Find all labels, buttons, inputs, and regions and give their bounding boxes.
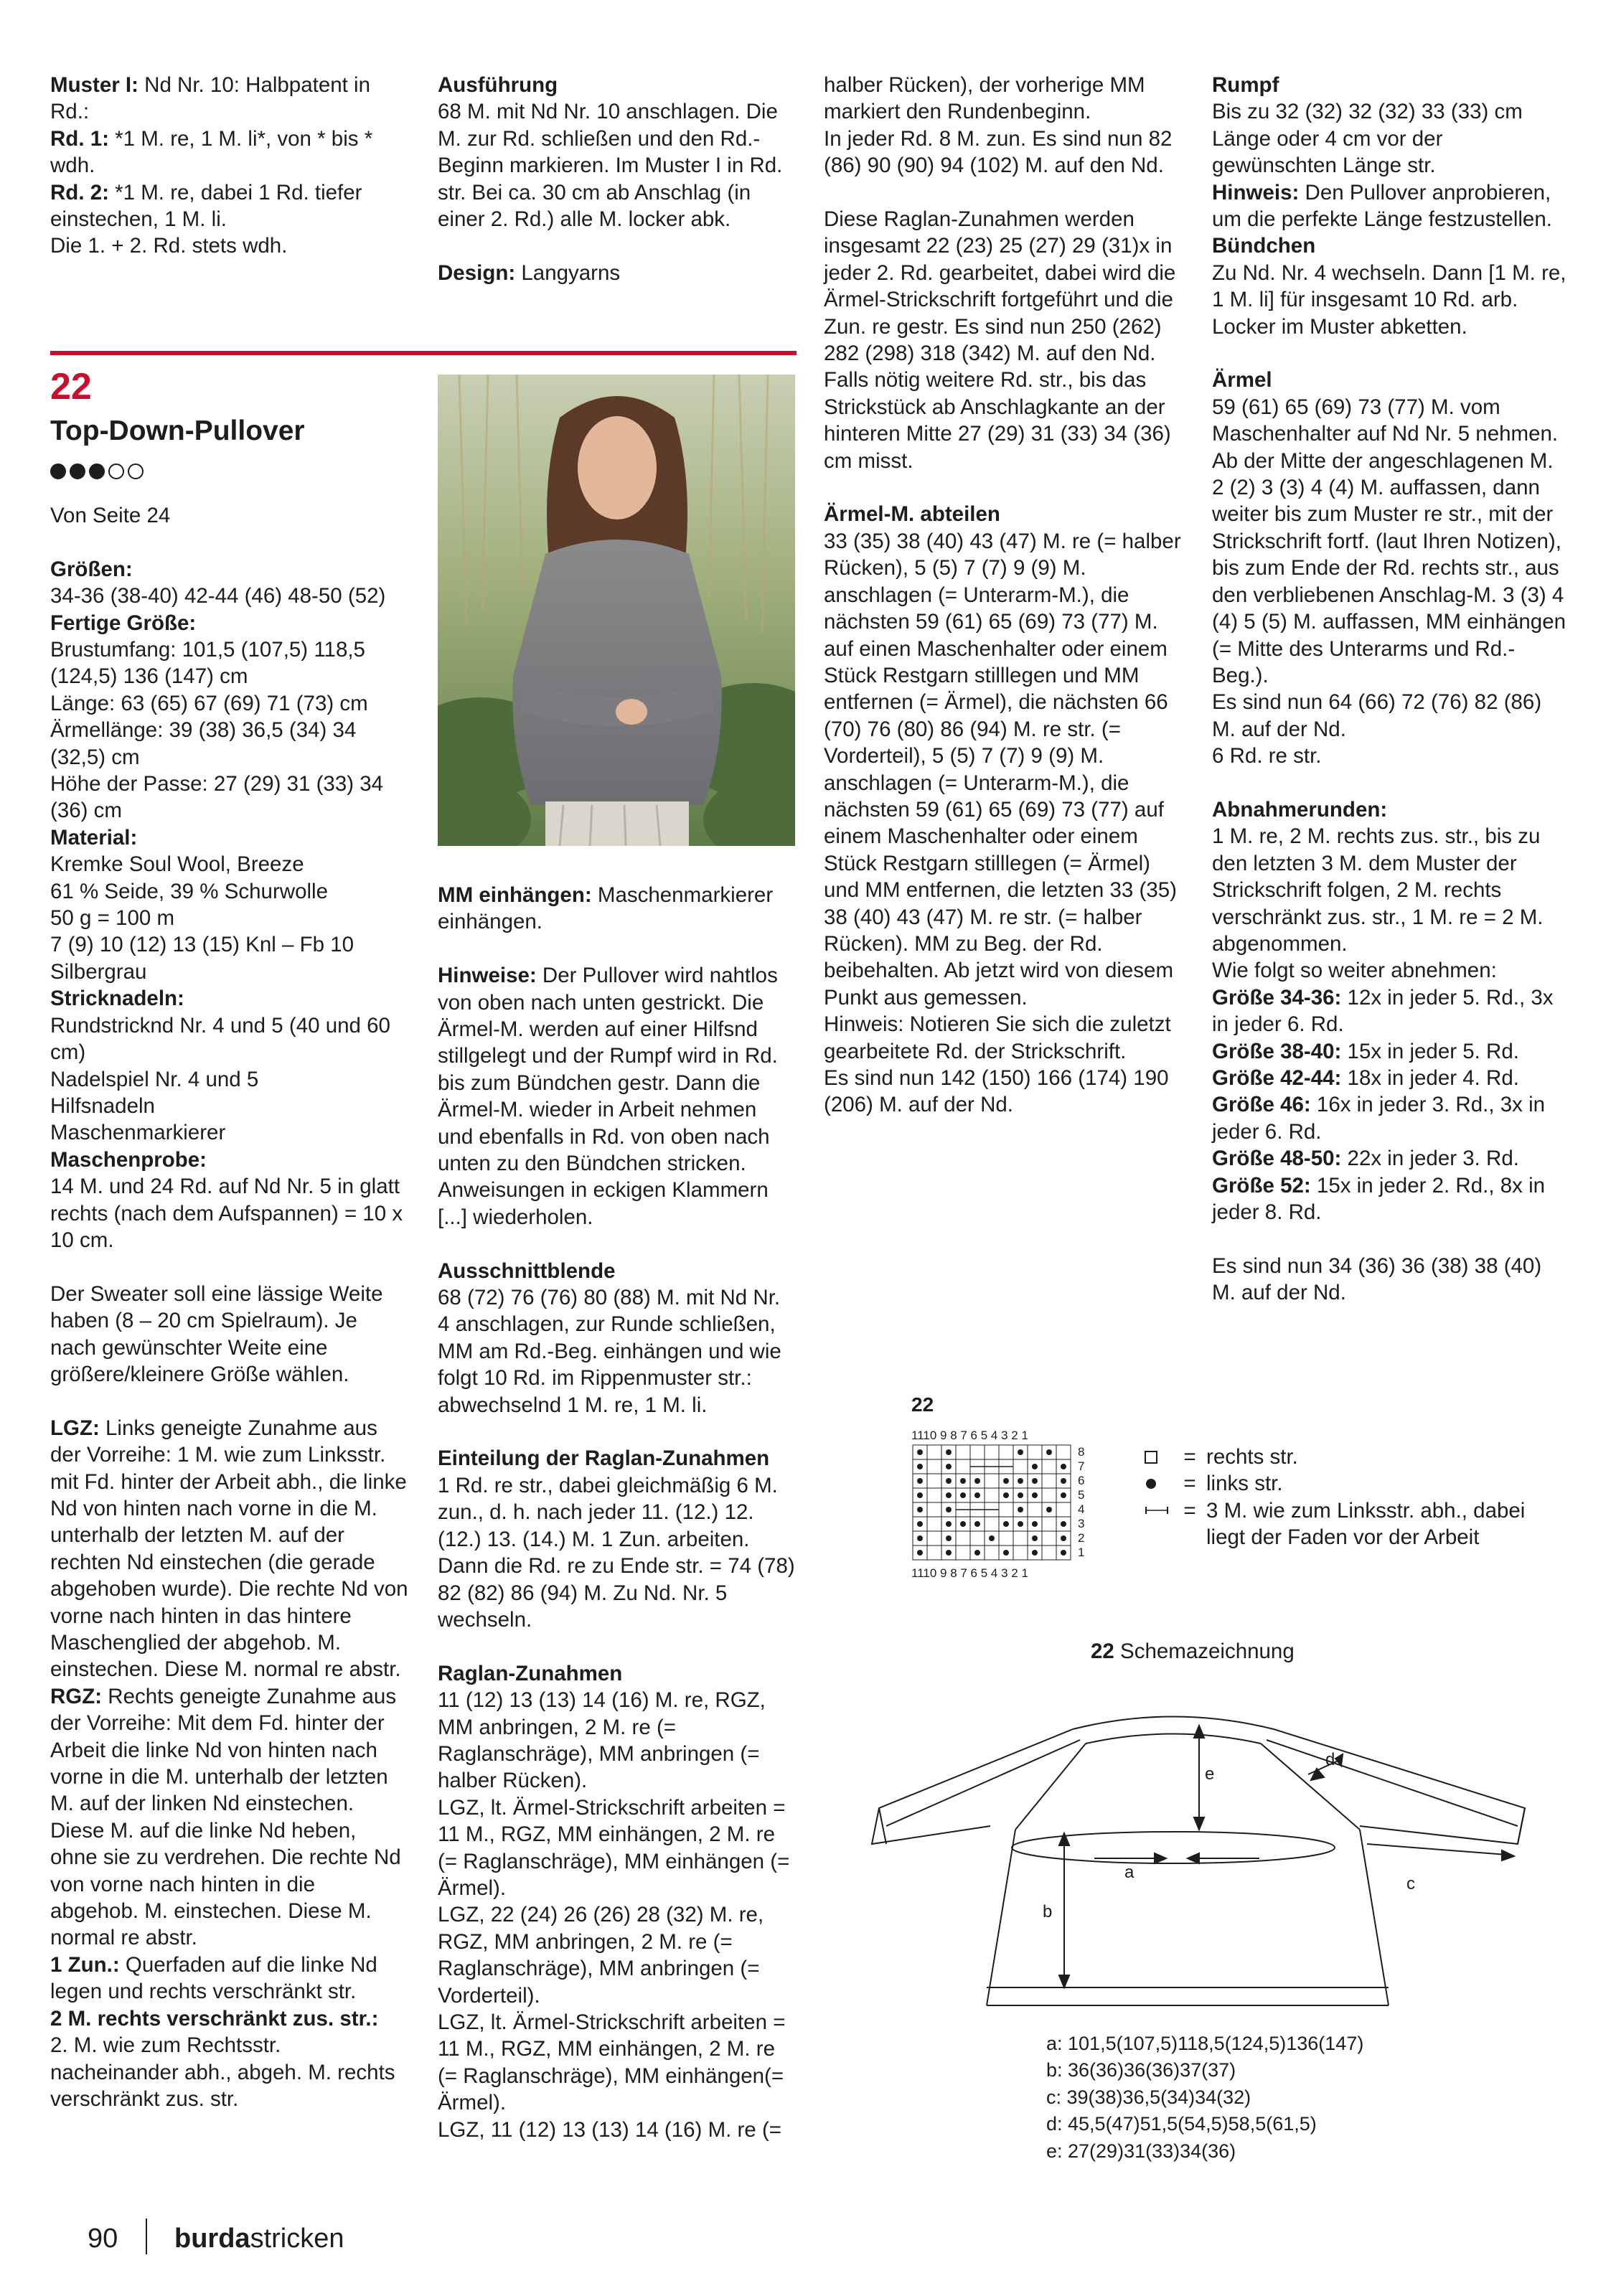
chart-cell — [1042, 1459, 1056, 1474]
schema-letter-c: c — [1406, 1874, 1415, 1893]
chart-purl-dot — [960, 1478, 966, 1484]
chart-purl-dot — [1046, 1449, 1052, 1455]
instructions-column-3: halber Rücken), der vorherige MM markiert den Rundenbeginn. In jeder Rd. 8 M. zun. Es sind nun 82 (86) 90 (90) 94 (102) M. auf den Nd. Diese Raglan-Zunahmen werden insgesamt 22 (23) 25 (27) 29 (31)x in jeder 2. Rd. gearbeitet, dabei wird die Ärmel-Strickschrift fortgeführt und die Zun. re gestr. Es sind nun 250 (262) 282 (298) 318 (342) M. auf den Nd. Falls nötig weitere Rd. str., bis das Strickstück ab Anschlagkante an der hinteren Mitte 27 (29) 31 (33) 34 (36) cm misst. Ärmel-M. abteilen 33 (35) 38 (40) 43 (47) M. re (= halber Rücken), 5 (5) 7 (7) 9 (9) M. anschlagen (= Unterarm-M.), die nächsten 59 (61) 65 (69) 73 (77) M. auf einen Maschenhalter oder einem Stück Restgarn stilllegen und MM entfernen (= Ärmel), die nächsten 66 (70) 76 (80) 86 (94) M. re str. (= Vorderteil), 5 (5) 7 (7) 9 (9) M. anschlagen (= Unterarm-M.), die nächsten 59 (61) 65 (69) 73 (77) auf einem Maschenhalter oder einem Stück Restgarn stilllegen (= Ärmel) und MM entfernen, die letzten 33 (35) 38 (40) 43 (47) M. re str. (= halber Rücken). MM zu Beg. der Rd. beibehalten. Ab jetzt wird von diesem Punkt aus gemessen. Hinweis: Notieren Sie sich die zuletzt gearbeitete Rd. der Strickschrift. Es sind nun 142 (150) 166 (174) 190 (206) M. auf der Nd. — [824, 73, 1181, 1117]
chart-purl-dot — [946, 1492, 952, 1498]
chart-label: 22 — [911, 1393, 934, 1416]
chart-cell — [985, 1445, 999, 1459]
chart-purl-dot — [946, 1478, 952, 1484]
instructions-column-4: Rumpf Bis zu 32 (32) 32 (32) 33 (33) cm Länge oder 4 cm vor der gewünschten Länge str. Hinweis: Den Pullover anprobieren, um die perfekte Länge festzustellen. Bündchen Zu Nd. Nr. 4 wechseln. Dann [1 M. re, 1 M. li] für insgesamt 10 Rd. arb. Locker im Muster abketten. Ärmel 59 (61) 65 (69) 73 (77) M. vom Maschenhalter auf Nd Nr. 5 nehmen. Ab der Mitte der angeschlagenen M. 2 (2) 3 (3) 4 (4) M. auffassen, dann weiter bis zum Muster re str., mit der Strickschrift fortf. (laut Ihren Notizen), bis zum Ende der Rd. rechts str., aus den verbliebenen Anschlag-M. 3 (3) 4 (4) 5 (5) M. auffassen, MM einhängen (= Mitte des Unterarms und Rd.-Beg.). Es sind nun 64 (66) 72 (76) 82 (86) M. auf der Nd. 6 Rd. re str. Abnahmerunden: 1 M. re, 2 M. rechts zus. str., bis zu den letzten 3 M. dem Muster der Strickschrift folgen, 2 M. rechts verschränkt zus. str., 1 M. re = 2 M. abgenommen. Wie folgt so weiter abnehmen: Größe 34-36: 12x in jeder 5. Rd., 3x in jeder 6. Rd. Größe 38-40: 15x in jeder 5. Rd. Größe 42-44: 18x in jeder 4. Rd. Größe 46: 16x in jeder 3. Rd., 3x in jeder 6. Rd. Größe 48-50: 22x in jeder 3. Rd. Größe 52: 15x in jeder 2. Rd., 8x in jeder 8. Rd. Es sind nun 34 (36) 36 (38) 38 (40) M. auf der Nd. — [1212, 73, 1566, 1305]
chart-cell — [1013, 1531, 1028, 1545]
model-photo — [438, 375, 795, 846]
chart-row-number: 4 — [1078, 1502, 1085, 1516]
chart-legend — [1145, 1444, 1536, 1551]
chart-purl-dot — [1032, 1521, 1038, 1527]
chart-cell — [927, 1517, 941, 1531]
chart-row-number: 3 — [1078, 1517, 1085, 1530]
chart-purl-dot — [1061, 1550, 1066, 1556]
chart-purl-dot — [1046, 1507, 1052, 1512]
chart-purl-dot — [1061, 1521, 1066, 1527]
chart-purl-dot — [1003, 1478, 1009, 1484]
difficulty-rating — [50, 464, 144, 479]
difficulty-dot-filled — [50, 464, 66, 479]
legend-row: = 3 M. wie zum Linksstr. abh., dabei liegt der Faden vor der Arbeit — [1145, 1497, 1536, 1551]
chart-cell — [927, 1459, 941, 1474]
chart-col-numbers-bottom: 1110 9 8 7 6 5 4 3 2 1 — [911, 1566, 1028, 1580]
chart-cell — [1028, 1502, 1042, 1517]
chart-cell — [927, 1488, 941, 1502]
chart-cell — [927, 1531, 941, 1545]
chart-purl-dot — [974, 1492, 980, 1498]
chart-cell — [956, 1445, 970, 1459]
chart-cell — [970, 1531, 985, 1545]
pattern-muster-i: Muster I: Nd Nr. 10: Halbpatent in Rd.: Rd. 1: *1 M. re, 1 M. li*, von * bis * wdh. Rd. 2: *1 M. re, dabei 1 Rd. tiefer einstechen, 1 M. li. Die 1. + 2. Rd. stets wdh. — [50, 73, 373, 258]
page-number: 90 — [88, 2224, 118, 2254]
chart-purl-dot — [960, 1521, 966, 1527]
chart-cell — [1056, 1445, 1071, 1459]
schema-letter-d: d — [1325, 1750, 1335, 1769]
difficulty-dot-filled — [89, 464, 105, 479]
chart-purl-dot — [917, 1521, 923, 1527]
chart-row-number: 2 — [1078, 1531, 1085, 1545]
chart-purl-dot — [946, 1449, 952, 1455]
chart-cell — [1013, 1459, 1028, 1474]
brand-name: burdastricken — [174, 2224, 344, 2254]
project-title: Top-Down-Pullover — [50, 415, 305, 446]
chart-row-number: 6 — [1078, 1474, 1085, 1487]
chart-row-number: 8 — [1078, 1445, 1085, 1459]
schema-letter-a: a — [1124, 1863, 1135, 1882]
chart-purl-dot — [1032, 1478, 1038, 1484]
chart-purl-dot — [1061, 1535, 1066, 1541]
chart-purl-dot — [946, 1535, 952, 1541]
schema-letter-e: e — [1205, 1764, 1215, 1784]
legend-row: = links str. — [1145, 1470, 1536, 1497]
chart-cell — [956, 1545, 970, 1560]
chart-cell — [1042, 1517, 1056, 1531]
chart-cell — [985, 1545, 999, 1560]
instructions-column-2: MM einhängen: Maschenmarkierer einhängen. Hinweise: Der Pullover wird nahtlos von oben nach unten gestrickt. Die Ärmel-M. werden auf einer Hilfsnd stillgelegt und der Rumpf wird in Rd. bis zum Bündchen gestr. Dann die Ärmel-M. wieder in Arbeit nehmen und ebenfalls in Rd. von oben nach unten zu den Bündchen stricken. Anweisungen in eckigen Klammern [...] wiederholen. Ausschnittblende 68 (72) 76 (76) 80 (88) M. mit Nd Nr. 4 anschlagen, zur Runde schließen, MM am Rd.-Beg. einhängen und wie folgt 10 Rd. im Rippenmuster str.: abwechselnd 1 M. re, 1 M. li. Einteilung der Raglan-Zunahmen 1 Rd. re str., dabei gleichmäßig 6 M. zun., d. h. nach jeder 11. (12.) 12. (12.) 13. (14.) M. 1 Zun. arbeiten. Dann die Rd. re zu Ende str. = 74 (78) 82 (82) 86 (94) M. Zu Nd. Nr. 5 wechseln. Raglan-Zunahmen 11 (12) 13 (13) 14 (16) M. re, RGZ, MM anbringen, 2 M. re (= Raglanschräge), MM anbringen (= halber Rücken). LGZ, lt. Ärmel-Strickschrift arbeiten = 11 M., RGZ, MM einhängen, 2 M. re (= Raglanschräge), MM einhängen (= Ärmel). LGZ, 22 (24) 26 (26) 28 (32) M. re, RGZ, MM anbringen, 2 M. re (= Raglanschräge), MM anbringen (= Vorderteil). LGZ, lt. Ärmel-Strickschrift arbeiten = 11 M., RGZ, MM einhängen, 2 M. re (= Raglanschräge), MM einhängen(= Ärmel). LGZ, 11 (12) 13 (13) 14 (16) M. re (= — [438, 883, 795, 2142]
chart-purl-dot — [1032, 1492, 1038, 1498]
chart-cell — [1042, 1531, 1056, 1545]
chart-purl-dot — [974, 1478, 980, 1484]
chart-purl-dot — [974, 1550, 980, 1556]
chart-purl-dot — [917, 1464, 923, 1469]
chart-cell — [927, 1474, 941, 1488]
section-divider — [50, 351, 797, 355]
chart-purl-dot — [1061, 1478, 1066, 1484]
chart-cell — [985, 1474, 999, 1488]
difficulty-dot-empty — [128, 464, 144, 479]
project-number: 22 — [50, 366, 92, 408]
chart-purl-dot — [1032, 1464, 1038, 1469]
chart-purl-dot — [1018, 1521, 1023, 1527]
measurement-list: a: 101,5(107,5)118,5(124,5)136(147) b: 36(36)36(36)37(37) c: 39(38)36,5(34)34(32) d: 45,5(47)51,5(54,5)58,5(61,5) e: 27(29)31(33)34(36) — [1046, 2033, 1364, 2162]
chart-row-number: 7 — [1078, 1459, 1085, 1473]
empty-square-icon — [1145, 1444, 1173, 1470]
chart-purl-dot — [917, 1550, 923, 1556]
chart-purl-dot — [1032, 1550, 1038, 1556]
chart-purl-dot — [946, 1464, 952, 1469]
chart-cell — [1028, 1445, 1042, 1459]
chart-purl-dot — [946, 1521, 952, 1527]
knitting-chart — [911, 1429, 1098, 1584]
chart-cell — [985, 1488, 999, 1502]
chart-purl-dot — [1003, 1550, 1009, 1556]
chart-purl-dot — [917, 1492, 923, 1498]
schema-label: 22 Schemazeichnung — [1091, 1639, 1295, 1663]
chart-cell — [999, 1531, 1013, 1545]
chart-purl-dot — [1003, 1521, 1009, 1527]
chart-cell — [956, 1459, 970, 1474]
chart-cell — [999, 1445, 1013, 1459]
filled-dot-icon — [1145, 1470, 1173, 1497]
chart-purl-dot — [917, 1535, 923, 1541]
chart-cell — [956, 1531, 970, 1545]
difficulty-dot-filled — [70, 464, 85, 479]
chart-purl-dot — [1018, 1449, 1023, 1455]
chart-purl-dot — [917, 1478, 923, 1484]
chart-purl-dot — [989, 1535, 995, 1541]
schematic-drawing — [858, 1690, 1575, 2023]
schema-letter-b: b — [1043, 1902, 1053, 1921]
chart-row-number: 1 — [1078, 1545, 1085, 1559]
chart-cell — [927, 1445, 941, 1459]
chart-purl-dot — [1061, 1492, 1066, 1498]
chart-purl-dot — [917, 1449, 923, 1455]
chart-cell — [1042, 1474, 1056, 1488]
chart-purl-dot — [960, 1492, 966, 1498]
footer-divider — [146, 2219, 147, 2254]
chart-cell — [927, 1545, 941, 1560]
chart-purl-dot — [946, 1507, 952, 1512]
chart-cell — [1042, 1545, 1056, 1560]
chart-row-number: 5 — [1078, 1488, 1085, 1502]
chart-cell — [927, 1502, 941, 1517]
chart-purl-dot — [1018, 1478, 1023, 1484]
previous-ausfuehrung: Ausführung 68 M. mit Nd Nr. 10 anschlagen. Die M. zur Rd. schließen und den Rd.-Beginn markieren. Im Muster I in Rd. str. Bei ca. 30 cm ab Anschlag (in einer 2. Rd.) alle M. locker abk. Design: Langyarns — [438, 73, 783, 285]
chart-col-numbers-top: 1110 9 8 7 6 5 4 3 2 1 — [911, 1429, 1028, 1442]
chart-purl-dot — [1018, 1507, 1023, 1512]
chart-purl-dot — [1061, 1464, 1066, 1469]
chart-cell — [1042, 1488, 1056, 1502]
chart-cell — [970, 1445, 985, 1459]
chart-purl-dot — [917, 1507, 923, 1512]
chart-cell — [1056, 1502, 1071, 1517]
chart-purl-dot — [946, 1550, 952, 1556]
difficulty-dot-empty — [108, 464, 124, 479]
chart-cell — [999, 1502, 1013, 1517]
chart-purl-dot — [1003, 1492, 1009, 1498]
chart-cell — [985, 1517, 999, 1531]
chart-purl-dot — [1032, 1535, 1038, 1541]
chart-purl-dot — [974, 1521, 980, 1527]
chart-purl-dot — [1018, 1492, 1023, 1498]
slip-bar-icon — [1145, 1497, 1173, 1524]
chart-cell — [1013, 1545, 1028, 1560]
legend-row: = rechts str. — [1145, 1444, 1536, 1470]
instructions-column-1: Von Seite 24 Größen: 34-36 (38-40) 42-44 (46) 48-50 (52) Fertige Größe: Brustumfang: 101,5 (107,5) 118,5 (124,5) 136 (147) cm Länge: 63 (65) 67 (69) 71 (73) cm Ärmellänge: 39 (38) 36,5 (34) 34 (32,5) cm Höhe der Passe: 27 (29) 31 (33) 34 (36) cm Material: Kremke Soul Wool, Breeze 61 % Seide, 39 % Schurwolle 50 g = 100 m 7 (9) 10 (12) 13 (15) Knl – Fb 10 Silbergrau Stricknadeln: Rundstricknd Nr. 4 und 5 (40 und 60 cm) Nadelspiel Nr. 4 und 5 Hilfsnadeln Maschenmarkierer Maschenprobe: 14 M. und 24 Rd. auf Nd Nr. 5 in glatt rechts (nach dem Aufspannen) = 10 x 10 cm. Der Sweater soll eine lässige Weite haben (8 – 20 cm Spielraum). Je nach gewünschter Weite eine größere/kleinere Größe wählen. LGZ: Links geneigte Zunahme aus der Vorreihe: 1 M. wie zum Linksstr. mit Fd. hinter der Arbeit abh., die linke Nd von hinten nach vorne in die M. unterhalb der letzten M. auf der rechten Nd einstechen (die gerade abgehoben wurde). Die rechte Nd von vorne nach hinten in das hintere Maschenglied der abgehob. M. einstechen. Diese M. normal re abstr. RGZ: Rechts geneigte Zunahme aus der Vorreihe: Mit dem Fd. hinter der Arbeit die linke Nd von hinten nach vorne in die M. unterhalb der letzten M. auf der linken Nd einstechen. Diese M. auf die linke Nd heben, ohne sie zu verdrehen. Die rechte Nd von vorne nach hinten in die abgehob. M. einstechen. Diese M. normal re abstr. 1 Zun.: Querfaden auf die linke Nd legen und rechts verschränkt str. 2 M. rechts verschränkt zus. str.: 2. M. wie zum Rechtsstr. nacheinander abh., abgeh. M. rechts verschränkt zus. str. — [50, 504, 408, 2111]
